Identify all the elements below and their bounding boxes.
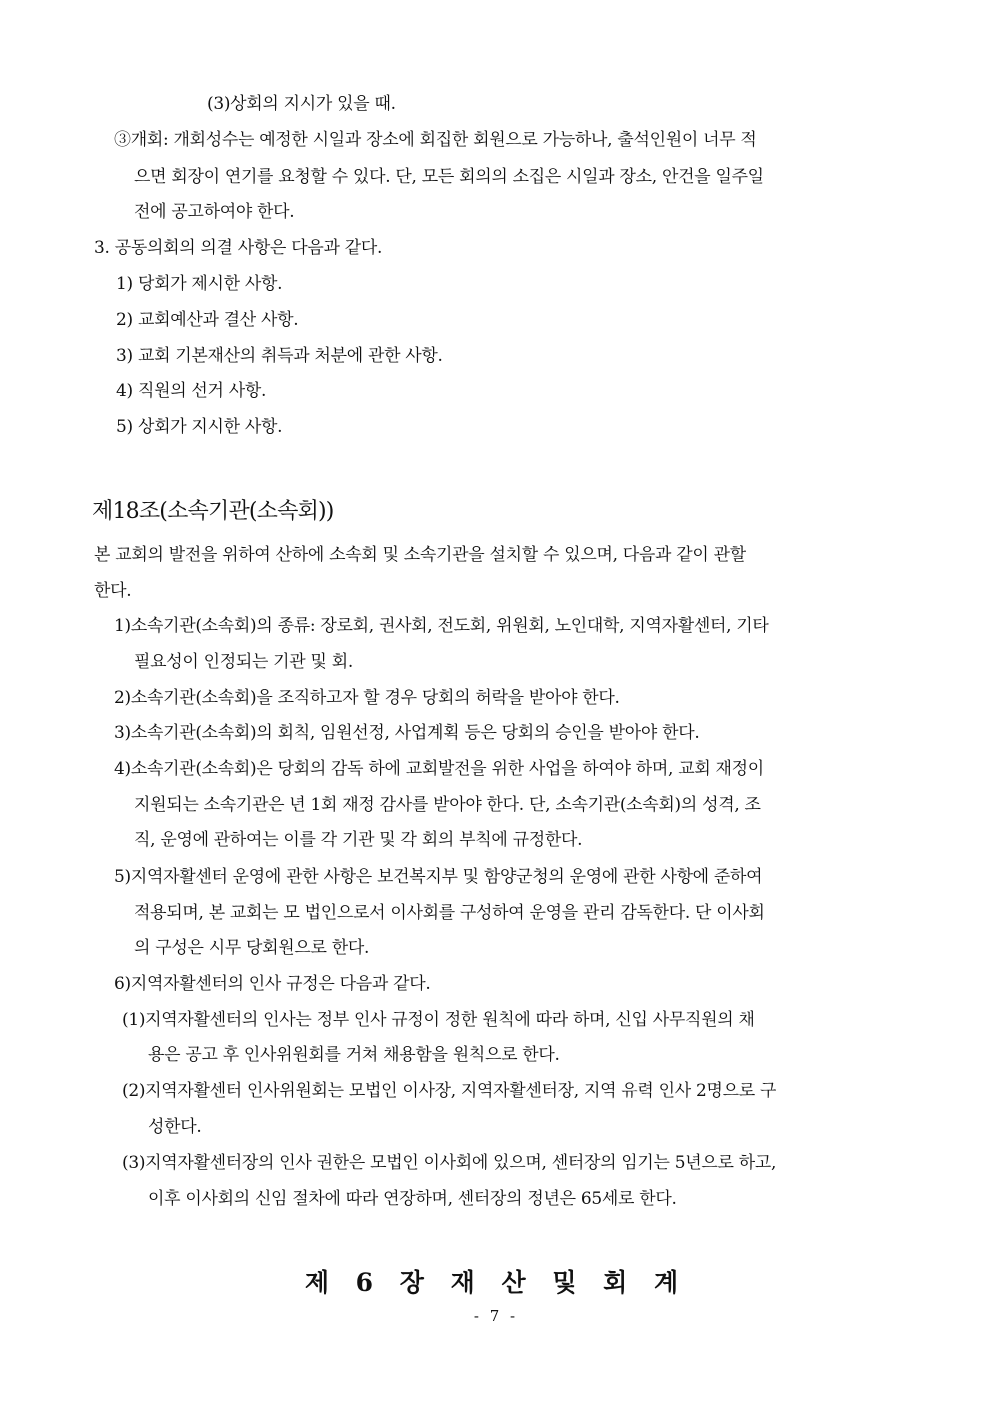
article-18-item-5-line-3: 의 구성은 시무 당회원으로 한다. <box>134 938 370 958</box>
article-18-intro-line-2: 한다. <box>94 581 132 601</box>
joint-council-heading: 3. 공동의회의 의결 사항은 다음과 같다. <box>94 238 383 258</box>
joint-council-item-4: 4) 직원의 선거 사항. <box>116 381 267 401</box>
item-3-line-3: 전에 공고하여야 한다. <box>134 202 295 222</box>
article-18-item-2: 2)소속기관(소속회)을 조직하고자 할 경우 당회의 허락을 받아야 한다. <box>114 688 620 708</box>
joint-council-item-3: 3) 교회 기본재산의 취득과 처분에 관한 사항. <box>116 346 443 366</box>
item-3-line-2: 으면 회장이 연기를 요청할 수 있다. 단, 모든 회의의 소집은 시일과 장소, 안건을 일주일 <box>134 167 764 187</box>
personnel-rule-1-line-2: 용은 공고 후 인사위원회를 거쳐 채용함을 원칙으로 한다. <box>148 1045 560 1065</box>
article-18-item-1-line-1: 1)소속기관(소속회)의 종류: 장로회, 권사회, 전도회, 위원회, 노인대학, 지역자활센터, 기타 <box>114 616 769 636</box>
personnel-rule-3-line-2: 이후 이사회의 신임 절차에 따라 연장하며, 센터장의 정년은 65세로 한다. <box>148 1189 677 1209</box>
article-18-item-4-line-3: 직, 운영에 관하여는 이를 각 기관 및 각 회의 부칙에 규정한다. <box>134 830 583 850</box>
item-3-line-1 <box>114 129 898 151</box>
page-number: - 7 - <box>473 1307 519 1325</box>
personnel-rule-1-line-1: (1)지역자활센터의 인사는 정부 인사 규정이 정한 원칙에 따라 하며, 신입 사무직원의 채 <box>122 1010 755 1030</box>
article-18-item-4-line-1: 4)소속기관(소속회)은 당회의 감독 하에 교회발전을 위한 사업을 하여야 하며, 교회 재정이 <box>114 759 764 779</box>
article-18-item-4-line-2: 지원되는 소속기관은 년 1회 재정 감사를 받아야 한다. 단, 소속기관(소속회)의 성격, 조 <box>134 795 761 815</box>
article-18-intro-line-1: 본 교회의 발전을 위하여 산하에 소속회 및 소속기관을 설치할 수 있으며, 다음과 같이 관할 <box>94 545 746 565</box>
article-18-item-1-line-2: 필요성이 인정되는 기관 및 회. <box>134 652 353 672</box>
article-18-item-3: 3)소속기관(소속회)의 회칙, 임원선정, 사업계획 등은 당회의 승인을 받아야 한다. <box>114 723 700 743</box>
article-18-title: 제18조(소속기관(소속회)) <box>92 499 334 524</box>
personnel-rule-3-line-1: (3)지역자활센터장의 인사 권한은 모법인 이사회에 있으며, 센터장의 임기는 5년으로 하고, <box>122 1153 777 1173</box>
joint-council-item-5: 5) 상회가 지시한 사항. <box>116 417 283 437</box>
joint-council-item-2: 2) 교회예산과 결산 사항. <box>116 310 299 330</box>
personnel-rule-2-line-1: (2)지역자활센터 인사위원회는 모법인 이사장, 지역자활센터장, 지역 유력 인사 2명으로 구 <box>122 1081 777 1101</box>
article-18-item-5-line-2: 적용되며, 본 교회는 모 법인으로서 이사회를 구성하여 운영을 관리 감독한다. 단 이사회 <box>134 903 765 923</box>
personnel-rule-2-line-2: 성한다. <box>148 1117 202 1137</box>
chapter-6-title: 제 6 장 재 산 및 회 계 <box>304 1268 688 1297</box>
line-text: ③개회: 개회성수는 예정한 시일과 장소에 회집한 회원으로 가능하나, 출석인원이 너무 적 <box>114 130 757 150</box>
sub-item-3: (3)상회의 지시가 있을 때. <box>207 94 396 114</box>
joint-council-item-1: 1) 당회가 제시한 사항. <box>116 274 283 294</box>
article-18-item-5-line-1: 5)지역자활센터 운영에 관한 사항은 보건복지부 및 함양군청의 운영에 관한 사항에 준하여 <box>114 867 763 887</box>
article-18-item-6: 6)지역자활센터의 인사 규정은 다음과 같다. <box>114 974 431 994</box>
